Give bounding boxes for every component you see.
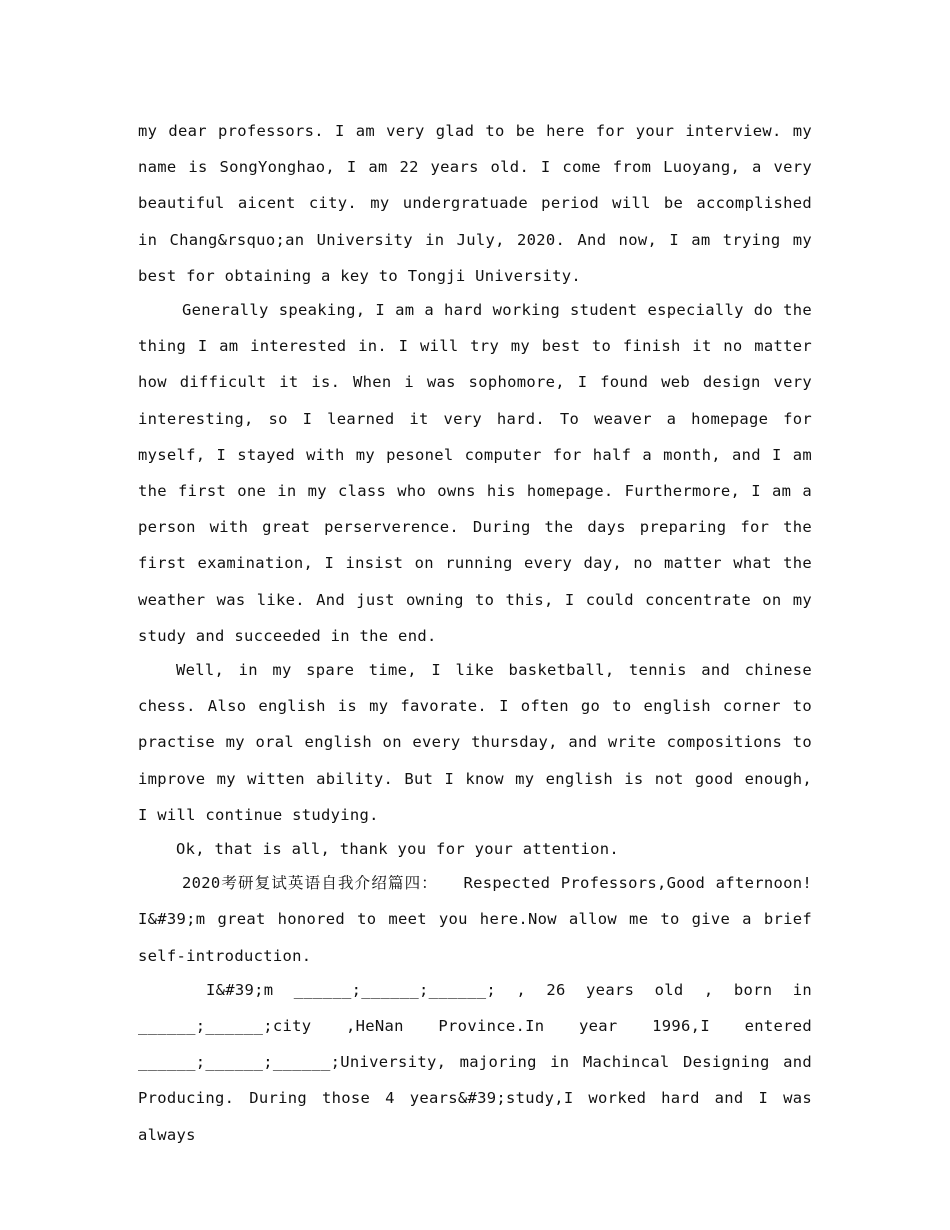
paragraph-section-four: 2020考研复试英语自我介绍篇四： Respected Professors,Good afternoon! I&#39;m great honored to meet you here.Now allow me to give a brief self-introduction.	[138, 874, 812, 965]
document-body	[138, 113, 812, 1151]
paragraph-hard-working: Generally speaking, I am a hard working student especially do the thing I am interested in. I will try my best to finish it no matter how difficult it is. When i was sophomore, I found web design very interesting, so I learned it very hard. To weaver a homepage for myself, I stayed with my pesonel computer for half a month, and I am the first one in my class who owns his homepage. Furthermore, I am a person with great perserverence. During the days preparing for the first examination, I insist on running every day, no matter what the weather was like. And just owning to this, I could concentrate on my study and succeeded in the end.	[138, 301, 812, 645]
paragraph-intro: my dear professors. I am very glad to be here for your interview. my name is SongYonghao, I am 22 years old. I come from Luoyang, a very beautiful aicent city. my undergratuade period will be accomplished in Chang&rsquo;an University in July, 2020. And now, I am trying my best for obtaining a key to Tongji University.	[138, 122, 812, 285]
paragraph-closing: Ok, that is all, thank you for your attention.	[176, 840, 620, 859]
paragraph-self-introduction: I&#39;m ______;______;______; , 26 years old , born in ______;______;city ,HeNan Province.In year 1996,I entered ______;______;______;University, majoring in Machincal Designing and Producing. During those 4 years&#39;study,I worked hard and I was always	[138, 980, 812, 1144]
paragraph-hobbies: Well, in my spare time, I like basketball, tennis and chinese chess. Also english is my favorate. I often go to english corner to practise my oral english on every thursday, and write compositions to improve my witten ability. But I know my english is not good enough, I will continue studying.	[138, 661, 812, 824]
